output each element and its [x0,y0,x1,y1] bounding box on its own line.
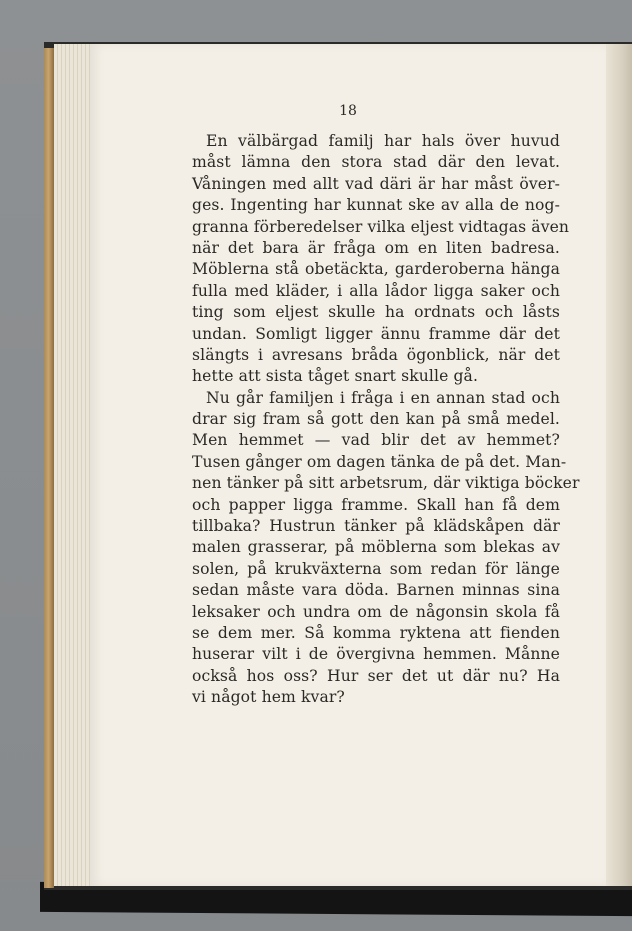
page-stack-left [54,44,94,886]
text-line: måst lämna den stora stad där den levat. [192,153,560,172]
text-line: tillbaka? Hustrun tänker på klädskåpen där [192,517,560,536]
text-line: och papper ligga framme. Skall han få dem [192,495,560,514]
text-line: undan. Somligt ligger ännu framme där det [192,324,560,343]
text-line: ges. Ingenting har kunnat ske av alla de nog- [192,196,560,215]
text-line: Men hemmet — vad blir det av hemmet? [192,431,560,450]
text-line: fulla med kläder, i alla lådor ligga saker och [192,281,560,300]
page-stack-right [606,44,632,886]
text-line: solen, på krukväxterna som redan för länge [192,559,560,578]
text-line: drar sig fram så gott den kan på små medel. [192,410,560,429]
text-line: ting som eljest skulle ha ordnats och låsts [192,303,560,322]
page-number: 18 [339,103,357,119]
text-line: se dem mer. Så komma ryktena att fienden [192,623,560,642]
text-line: när det bara är fråga om en liten badresa. [192,238,560,257]
text-line: En välbärgad familj har hals över huvud [206,132,560,150]
text-line: granna förberedelser vilka eljest vidtagas även [192,217,570,236]
text-line: sedan måste vara döda. Barnen minnas sina [192,581,560,600]
text-line: nen tänker på sitt arbetsrum, där viktiga böcker [192,474,580,493]
text-line: vi något hem kvar? [192,688,345,707]
text-line: hette att sista tåget snart skulle gå. [192,367,478,386]
text-line: leksaker och undra om de någonsin skola få [192,602,560,621]
book-spine-edge [44,48,54,888]
text-line: malen grasserar, på möblerna som blekas av [192,538,560,557]
text-line: Våningen med allt vad däri är har måst över- [192,174,560,193]
text-line: också hos oss? Hur ser det ut där nu? Ha [192,666,560,685]
text-line: Tusen gånger om dagen tänka de på det. Man- [192,452,567,471]
text-line: huserar vilt i de övergivna hemmen. Månne [192,645,560,664]
text-line: Möblerna stå obetäckta, garderoberna hänga [192,260,560,279]
body-text [192,131,580,709]
text-line: Nu går familjen i fråga i en annan stad och [206,388,560,407]
text-line: slängts i avresans bråda ögonblick, när det [192,345,560,364]
